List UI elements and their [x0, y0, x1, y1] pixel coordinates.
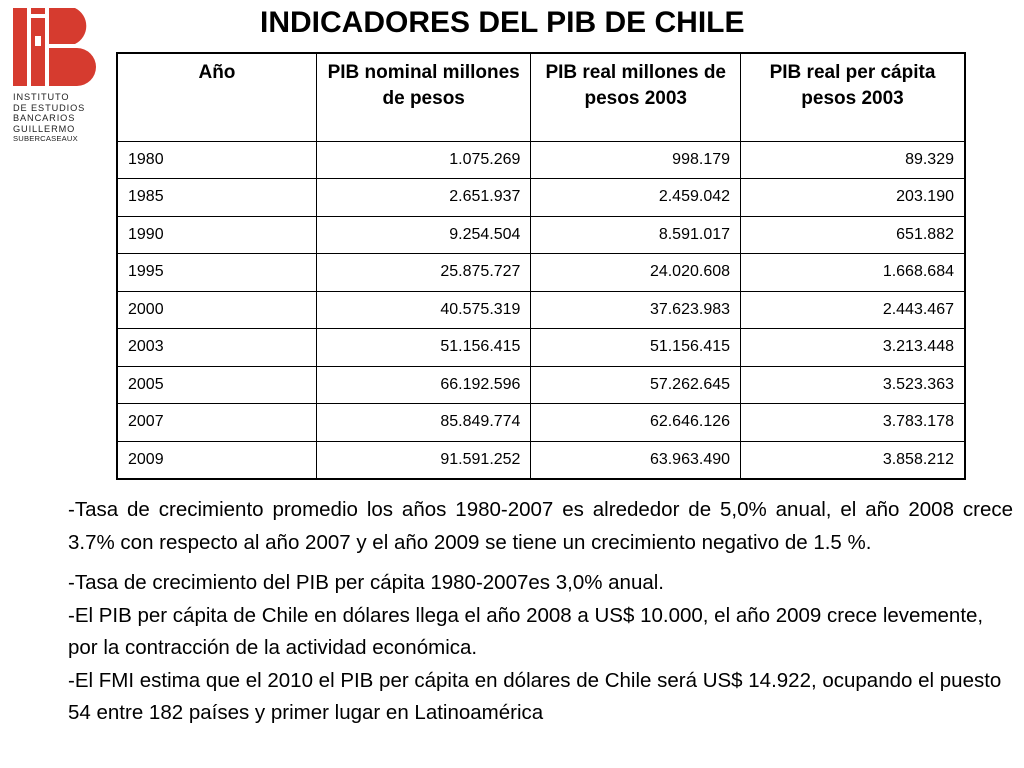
logo-mark-icon [13, 8, 97, 86]
cell-real-gdp-per-capita: 3.213.448 [741, 329, 965, 367]
cell-nominal-gdp: 1.075.269 [316, 141, 531, 179]
table-row [117, 404, 965, 442]
table-row [117, 366, 965, 404]
cell-year: 2003 [117, 329, 316, 367]
table-row [117, 179, 965, 217]
header-real-gdp: PIB real millones de pesos 2003 [531, 53, 741, 141]
cell-year: 1990 [117, 216, 316, 254]
logo-line: GUILLERMO [13, 123, 76, 134]
note-paragraph: -Tasa de crecimiento del PIB per cápita 1980-2007es 3,0% anual. [68, 571, 665, 594]
cell-real-gdp: 51.156.415 [531, 329, 741, 367]
cell-real-gdp: 62.646.126 [531, 404, 741, 442]
cell-real-gdp: 24.020.608 [531, 254, 741, 292]
table-row [117, 329, 965, 367]
logo-text [13, 92, 113, 145]
cell-real-gdp-per-capita: 2.443.467 [741, 291, 965, 329]
cell-real-gdp: 998.179 [531, 141, 741, 179]
cell-nominal-gdp: 66.192.596 [316, 366, 531, 404]
header-year: Año [117, 53, 316, 141]
note-paragraph: -Tasa de crecimiento promedio los años 1980-2007 es alrededor de 5,0% anual, el año 2008 crece 3.7% con respecto al año 2007 y el año 2009 se tiene un crecimiento negativo de 1.5 %. [68, 498, 1013, 554]
cell-real-gdp-per-capita: 89.329 [741, 141, 965, 179]
logo-line: DE ESTUDIOS [13, 102, 86, 113]
cell-real-gdp: 37.623.983 [531, 291, 741, 329]
cell-nominal-gdp: 25.875.727 [316, 254, 531, 292]
cell-year: 1995 [117, 254, 316, 292]
logo-line: INSTITUTO [13, 92, 70, 102]
logo-line: SUBERCASEAUX [13, 134, 78, 144]
header-nominal-gdp: PIB nominal millones de pesos [316, 53, 531, 141]
cell-year: 2009 [117, 441, 316, 479]
gdp-table [116, 52, 966, 480]
table-row [117, 441, 965, 479]
notes [68, 494, 1013, 730]
logo-line: BANCARIOS [13, 113, 76, 124]
cell-year: 1980 [117, 141, 316, 179]
cell-real-gdp: 8.591.017 [531, 216, 741, 254]
cell-real-gdp: 63.963.490 [531, 441, 741, 479]
cell-nominal-gdp: 91.591.252 [316, 441, 531, 479]
table-row [117, 254, 965, 292]
cell-nominal-gdp: 2.651.937 [316, 179, 531, 217]
page-title: INDICADORES DEL PIB DE CHILE [260, 6, 745, 39]
cell-real-gdp: 57.262.645 [531, 366, 741, 404]
header-real-gdp-per-capita: PIB real per cápita pesos 2003 [741, 53, 965, 141]
cell-nominal-gdp: 9.254.504 [316, 216, 531, 254]
cell-real-gdp-per-capita: 3.783.178 [741, 404, 965, 442]
cell-year: 2007 [117, 404, 316, 442]
cell-real-gdp-per-capita: 3.523.363 [741, 366, 965, 404]
cell-real-gdp-per-capita: 651.882 [741, 216, 965, 254]
table-header-row [117, 53, 965, 141]
note-paragraph: -El FMI estima que el 2010 el PIB per cápita en dólares de Chile será US$ 14.922, ocupando el puesto 54 entre 182 países y primer lugar en Latinoamérica [68, 668, 1002, 724]
cell-nominal-gdp: 40.575.319 [316, 291, 531, 329]
note-paragraph: -El PIB per cápita de Chile en dólares llega el año 2008 a US$ 10.000, el año 2009 crece levemente, por la contracción de la actividad económica. [68, 603, 984, 659]
institute-logo [11, 8, 101, 144]
cell-year: 2005 [117, 366, 316, 404]
table-row [117, 216, 965, 254]
cell-year: 1985 [117, 179, 316, 217]
cell-nominal-gdp: 51.156.415 [316, 329, 531, 367]
table-row [117, 141, 965, 179]
cell-real-gdp-per-capita: 203.190 [741, 179, 965, 217]
cell-real-gdp-per-capita: 3.858.212 [741, 441, 965, 479]
cell-real-gdp-per-capita: 1.668.684 [741, 254, 965, 292]
cell-real-gdp: 2.459.042 [531, 179, 741, 217]
table-row [117, 291, 965, 329]
cell-year: 2000 [117, 291, 316, 329]
cell-nominal-gdp: 85.849.774 [316, 404, 531, 442]
